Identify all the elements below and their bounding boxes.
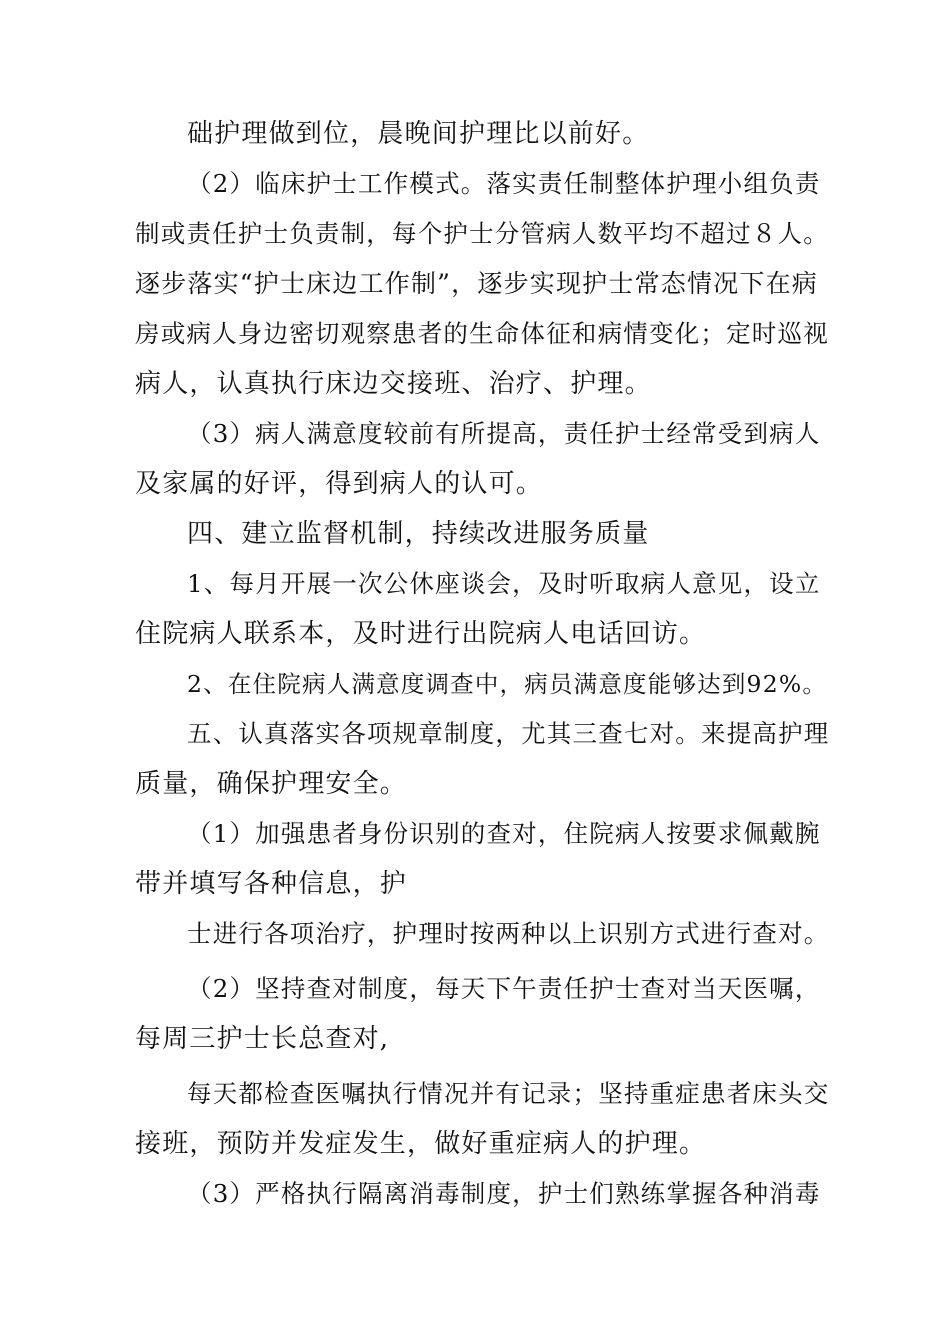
text-line: （2）临床护士工作模式。落实责任制整体护理小组负责	[187, 169, 821, 198]
text-line: 逐步落实“护士床边工作制”，逐步实现护士常态情况下在病	[135, 269, 818, 298]
text-line: 质量，确保护理安全。	[135, 769, 408, 799]
section-heading: 四、建立监督机制，持续改进服务质量	[187, 519, 650, 549]
text-line: 带并填写各种信息，护	[135, 869, 408, 899]
text-line: （1）加强患者身份识别的查对，住院病人按要求佩戴腕	[187, 819, 821, 848]
text-line: （3）严格执行隔离消毒制度，护士们熟练掌握各种消毒	[187, 1179, 821, 1208]
text-line: 1、每月开展一次公休座谈会，及时听取病人意见，设立	[187, 569, 821, 598]
text-line: 础护理做到位，晨晚间护理比以前好。	[187, 119, 650, 149]
text-line: 2、在住院病人满意度调查中，病员满意度能够达到92%。	[187, 670, 828, 698]
section-heading: 五、认真落实各项规章制度，尤其三查七对。来提高护理	[187, 719, 830, 748]
text-line: 接班，预防并发症发生，做好重症病人的护理。	[135, 1129, 707, 1159]
text-line: 每天都检查医嘱执行情况并有记录；坚持重症患者床头交	[187, 1079, 830, 1108]
text-line: 房或病人身边密切观察患者的生命体征和病情变化；定时巡视	[135, 319, 829, 348]
text-line: 住院病人联系本，及时进行出院病人电话回访。	[135, 619, 707, 649]
text-line: 制或责任护士负责制，每个护士分管病人数平均不超过８人。	[135, 219, 829, 248]
text-line: （2）坚持查对制度，每天下午责任护士查对当天医嘱，	[187, 974, 821, 1003]
text-line: 病人，认真执行床边交接班、治疗、护理。	[135, 369, 652, 399]
text-line: （3）病人满意度较前有所提高，责任护士经常受到病人	[187, 419, 821, 448]
text-line: 每周三护士长总查对,	[135, 1024, 390, 1054]
text-line: 及家属的好评，得到病人的认可。	[135, 469, 544, 499]
text-line: 士进行各项治疗，护理时按两种以上识别方式进行查对。	[187, 919, 830, 948]
